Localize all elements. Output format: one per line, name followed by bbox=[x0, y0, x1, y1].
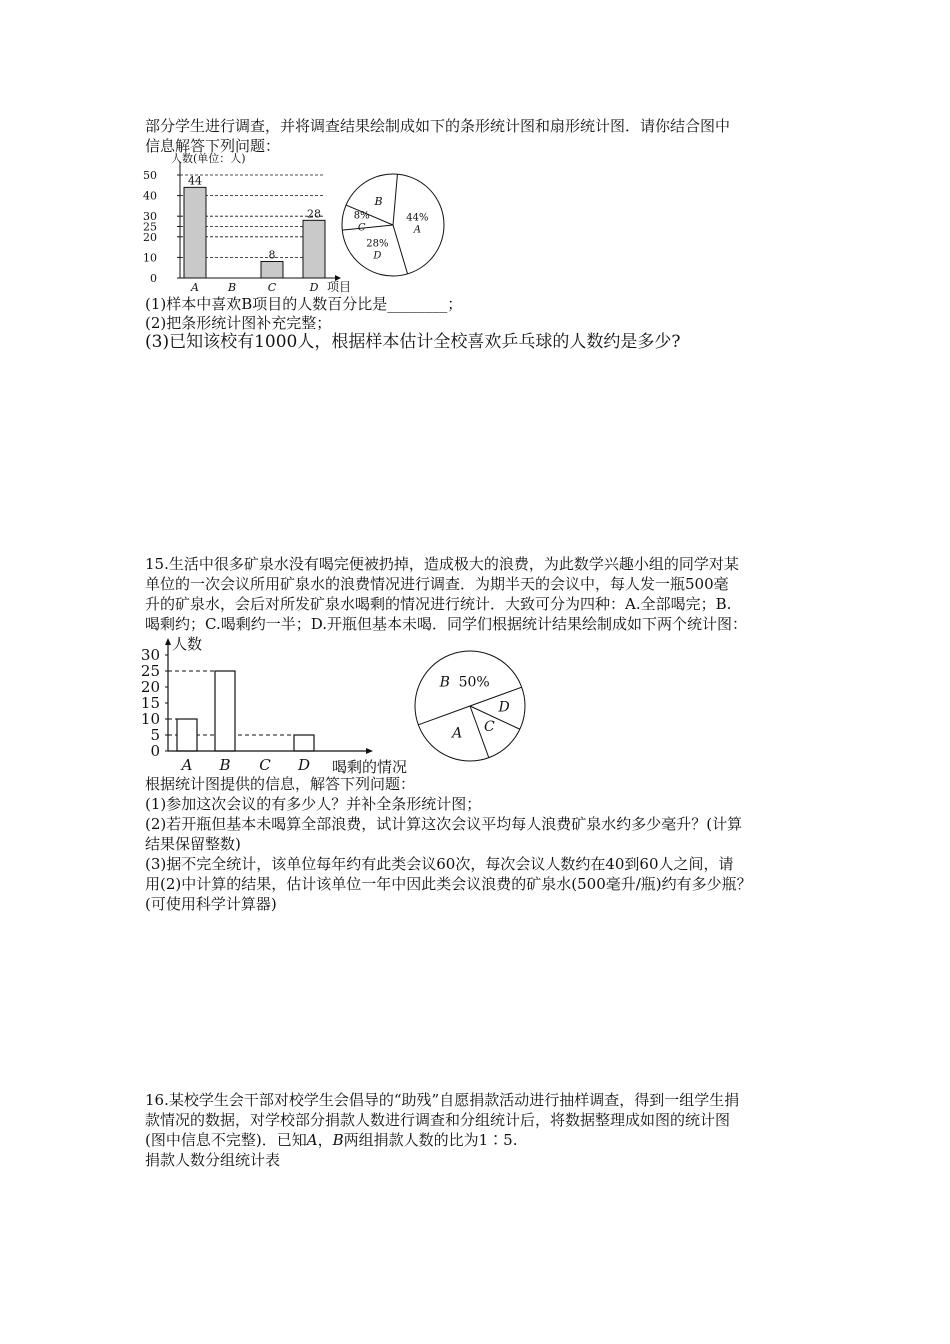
q14-intro-line2: 信息解答下列问题： bbox=[145, 137, 281, 155]
bar2-bar-A bbox=[177, 719, 197, 751]
q15-after-chart: 根据统计图提供的信息，解答下列问题： bbox=[145, 775, 416, 793]
bar1-value-label: 44 bbox=[188, 174, 202, 188]
q14-question-1: (1)样本中喜欢B项目的人数百分比是________； bbox=[145, 295, 463, 313]
bar2-bar-D bbox=[294, 735, 314, 751]
pie2-pct-label: 50% bbox=[458, 674, 490, 691]
bar1-ytick-label: 0 bbox=[150, 272, 157, 285]
pie1-slice-label: C bbox=[357, 222, 366, 234]
q15-question-2b: 结果保留整数) bbox=[145, 835, 241, 853]
q15-question-2a: (2)若开瓶但基本未喝算全部浪费，试计算这次会议平均每人浪费矿泉水约多少毫升？(计算 bbox=[145, 815, 743, 833]
bar1-category-label: C bbox=[267, 281, 277, 294]
pie2-slice-label: C bbox=[483, 719, 495, 736]
pie1-slice-label: D bbox=[373, 250, 382, 262]
bar2-category-label: B bbox=[219, 756, 231, 774]
bar1-ytick-label: 30 bbox=[143, 210, 157, 224]
pie2-slice-label: D bbox=[498, 699, 510, 716]
bar1-ylabel: 人数(单位：人) bbox=[171, 152, 246, 165]
bar2-category-label: D bbox=[297, 756, 311, 774]
bar1-ytick-label: 40 bbox=[143, 189, 157, 203]
bar2-ytick-label: 25 bbox=[140, 662, 160, 680]
bar1-category-label: D bbox=[309, 281, 319, 294]
q15-question-3b: 用(2)中计算的结果，估计该单位一年中因此类会议浪费的矿泉水(500毫升/瓶)约有多少瓶？ bbox=[145, 875, 752, 893]
bar1-value-label: 8 bbox=[268, 248, 276, 262]
bar2-ylabel: 人数 bbox=[172, 635, 203, 653]
bar1-ytick-label: 50 bbox=[143, 169, 157, 182]
pie2-slice-label: A bbox=[452, 725, 463, 742]
bar1-category-label: A bbox=[191, 281, 199, 294]
q16-line3 bbox=[145, 1130, 517, 1150]
bar2-x-arrow bbox=[366, 748, 373, 754]
q16-line3-sep: ， bbox=[317, 1131, 333, 1149]
bar2-category-label: C bbox=[259, 756, 271, 774]
q15-line1: 15.生活中很多矿泉水没有喝完便被扔掉，造成极大的浪费，为此数学兴趣小组的同学对某 bbox=[145, 555, 739, 573]
q15-bar-chart bbox=[138, 631, 428, 776]
bar1-ytick-label: 25 bbox=[143, 220, 157, 234]
bar2-ytick-label: 30 bbox=[140, 646, 160, 664]
q14-intro-line1: 部分学生进行调查，并将调查结果绘制成如下的条形统计图和扇形统计图．请你结合图中 bbox=[145, 117, 731, 135]
bar1-bar-C bbox=[261, 262, 283, 278]
bar1-bar-A bbox=[184, 187, 206, 278]
q16-group-a: A bbox=[306, 1131, 318, 1149]
q14-question-2: (2)把条形统计图补充完整； bbox=[145, 314, 332, 332]
q15-question-1: (1)参加这次会议的有多少人？并补全条形统计图； bbox=[145, 795, 482, 813]
q16-line3-pre: (图中信息不完整)．已知 bbox=[145, 1131, 307, 1149]
pie1-pct-label: 28% bbox=[366, 238, 389, 250]
bar1-ytick-label: 20 bbox=[143, 230, 157, 244]
q14-bar-chart bbox=[140, 148, 360, 296]
bar2-ytick-label: 0 bbox=[150, 742, 160, 760]
q15-line4: 喝剩约；C.喝剩约一半；D.开瓶但基本未喝．同学们根据统计结果绘制成如下两个统计图： bbox=[145, 615, 747, 633]
pie1-pct-label: 44% bbox=[406, 212, 429, 224]
pie1-pct-label: 8% bbox=[353, 210, 370, 222]
q14-question-3: (3)已知该校有1000人，根据样本估计全校喜欢乒乓球的人数约是多少? bbox=[145, 332, 681, 352]
pie2-slice-label: B bbox=[439, 674, 450, 691]
pie1-slice-label: B bbox=[374, 194, 383, 208]
pie1-slice-label: A bbox=[413, 224, 421, 236]
bar1-bar-D bbox=[303, 220, 325, 278]
bar2-bar-B bbox=[215, 671, 235, 751]
q15-line2: 单位的一次会议所用矿泉水的浪费情况进行调查．为期半天的会议中，每人发一瓶500毫 bbox=[145, 575, 729, 593]
q16-line1: 16.某校学生会干部对校学生会倡导的“助残”自愿捐款活动进行抽样调查，得到一组学生捐 bbox=[145, 1091, 740, 1109]
bar2-ytick-label: 5 bbox=[150, 726, 160, 744]
q16-line2: 款情况的数据，对学校部分捐款人数进行调查和分组统计后，将数据整理成如图的统计图 bbox=[145, 1111, 731, 1129]
bar2-ytick-label: 10 bbox=[140, 710, 160, 728]
q15-pie-chart bbox=[412, 648, 528, 764]
q14-pie-chart bbox=[338, 170, 448, 280]
bar1-xlabel: 项目 bbox=[327, 280, 352, 294]
bar2-ytick-label: 20 bbox=[140, 678, 160, 696]
bar1-value-label: 28 bbox=[307, 207, 321, 221]
bar2-ytick-label: 15 bbox=[140, 694, 160, 712]
q16-line3-post: 两组捐款人数的比为1∶5. bbox=[343, 1131, 518, 1149]
bar2-y-arrow bbox=[165, 638, 171, 645]
q16-table-title: 捐款人数分组统计表 bbox=[145, 1151, 281, 1169]
q15-line3: 升的矿泉水，会后对所发矿泉水喝剩的情况进行统计．大致可分为四种：A.全部喝完；B. bbox=[145, 595, 732, 613]
q15-question-3c: (可使用科学计算器) bbox=[145, 895, 277, 913]
q15-question-3a: (3)据不完全统计，该单位每年约有此类会议60次，每次会议人数约在40到60人之间，请 bbox=[145, 855, 734, 873]
bar1-category-label: B bbox=[227, 281, 237, 294]
bar1-ytick-label: 10 bbox=[143, 251, 157, 265]
bar2-category-label: A bbox=[181, 756, 193, 774]
bar2-xlabel: 喝剩的情况 bbox=[332, 758, 408, 776]
q16-group-b: B bbox=[332, 1131, 344, 1149]
